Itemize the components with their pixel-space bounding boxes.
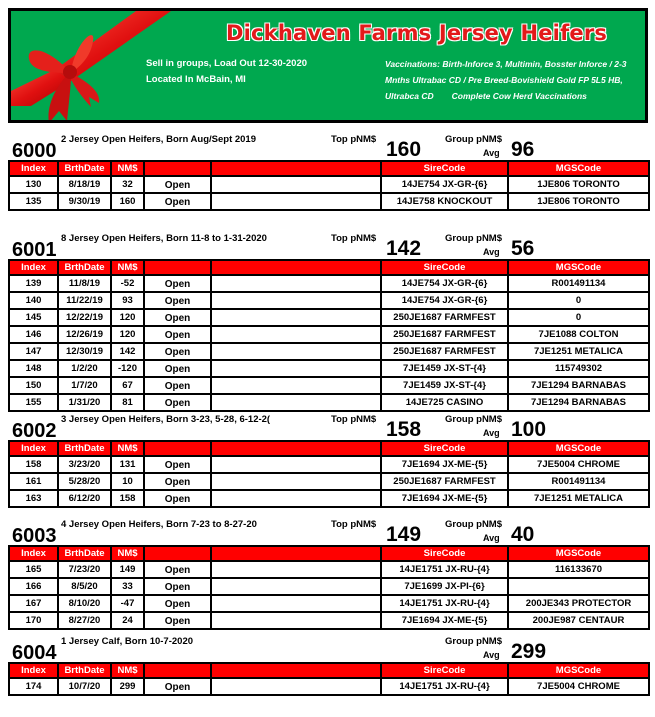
top-pnm-value: 149: [386, 523, 422, 546]
cell-sire-code: 250JE1687 FARMFEST: [382, 344, 507, 359]
cell-nm: 131: [112, 457, 143, 472]
column-header-mgs-code: MGSCode: [509, 261, 648, 274]
cell-status: Open: [145, 344, 210, 359]
cell-mgs-code: R001491134: [509, 474, 648, 489]
load-out-text: Sell in groups, Load Out 12-30-2020: [146, 58, 308, 69]
column-header-sire-code: SireCode: [382, 261, 507, 274]
vaccination-line-3: [385, 88, 647, 104]
cell-status: Open: [145, 177, 210, 192]
lot-description: 1 Jersey Calf, Born 10-7-2020: [61, 636, 194, 647]
cell-sire-code: 14JE754 JX-GR-{6}: [382, 276, 507, 291]
cell-sire-code: 14JE1751 JX-RU-{4}: [382, 679, 507, 694]
cell-status: Open: [145, 395, 210, 410]
cell-nm: 142: [112, 344, 143, 359]
lot-table: [8, 662, 650, 696]
lot-group: [8, 513, 650, 630]
cell-mgs-code: 7JE1251 METALICA: [509, 344, 648, 359]
column-header-sire-code: SireCode: [382, 162, 507, 175]
cell-status: Open: [145, 474, 210, 489]
column-header-birth-date: BrthDate: [59, 261, 110, 274]
group-avg-value: 40: [511, 523, 535, 546]
cell-mgs-code: 1JE806 TORONTO: [509, 194, 648, 209]
cell-index: 174: [10, 679, 57, 694]
cell-nm: -52: [112, 276, 143, 291]
table-header-row: [10, 162, 648, 175]
group-avg-value: 100: [511, 418, 547, 441]
cell-sire-code: 14JE758 KNOCKOUT: [382, 194, 507, 209]
vaccination-line-3a: Ultrabca CD: [385, 91, 434, 101]
cell-notes: [212, 378, 380, 393]
cell-index: 140: [10, 293, 57, 308]
column-header-nm: NM$: [112, 442, 143, 455]
lot-header: [8, 408, 650, 440]
top-pnm-value: 142: [386, 237, 422, 260]
top-pnm-value: 158: [386, 418, 422, 441]
cell-sire-code: 7JE1694 JX-ME-{5}: [382, 457, 507, 472]
cell-sire-code: 14JE725 CASINO: [382, 395, 507, 410]
cell-nm: 120: [112, 327, 143, 342]
cell-notes: [212, 596, 380, 611]
cell-nm: 24: [112, 613, 143, 628]
column-header-index: Index: [10, 664, 57, 677]
column-header-status: [145, 261, 210, 274]
cell-mgs-code: 7JE1088 COLTON: [509, 327, 648, 342]
cell-index: 150: [10, 378, 57, 393]
cell-mgs-code: R001491134: [509, 276, 648, 291]
cell-nm: 299: [112, 679, 143, 694]
vaccination-info: [385, 56, 647, 104]
cell-birth-date: 12/30/19: [59, 344, 110, 359]
banner-title: Dickhaven Farms Jersey Heifers: [226, 21, 608, 45]
vaccination-line-3b: Complete Cow Herd Vaccinations: [451, 91, 587, 101]
column-header-notes: [212, 664, 380, 677]
column-header-notes: [212, 261, 380, 274]
cell-notes: [212, 344, 380, 359]
column-header-status: [145, 664, 210, 677]
table-row: [10, 579, 648, 594]
group-avg-label: Avg: [483, 148, 500, 158]
cell-notes: [212, 457, 380, 472]
top-pnm-label: Top pNM$: [331, 233, 377, 244]
cell-mgs-code: 7JE1294 BARNABAS: [509, 395, 648, 410]
column-header-birth-date: BrthDate: [59, 162, 110, 175]
cell-status: Open: [145, 276, 210, 291]
cell-birth-date: 8/27/20: [59, 613, 110, 628]
cell-mgs-code: 7JE1294 BARNABAS: [509, 378, 648, 393]
cell-index: 135: [10, 194, 57, 209]
group-avg-value: 96: [511, 138, 535, 161]
lot-number: 6003: [12, 525, 57, 547]
cell-birth-date: 11/22/19: [59, 293, 110, 308]
cell-nm: 93: [112, 293, 143, 308]
cell-birth-date: 10/7/20: [59, 679, 110, 694]
cell-index: 161: [10, 474, 57, 489]
cell-status: Open: [145, 293, 210, 308]
cell-sire-code: 7JE1694 JX-ME-{5}: [382, 613, 507, 628]
cell-index: 170: [10, 613, 57, 628]
cell-notes: [212, 293, 380, 308]
cell-nm: 32: [112, 177, 143, 192]
column-header-nm: NM$: [112, 547, 143, 560]
column-header-status: [145, 162, 210, 175]
column-header-sire-code: SireCode: [382, 664, 507, 677]
top-pnm-label: Top pNM$: [331, 414, 377, 425]
top-pnm-value: 160: [386, 138, 422, 161]
column-header-birth-date: BrthDate: [59, 664, 110, 677]
lot-group: [8, 128, 650, 211]
cell-nm: 149: [112, 562, 143, 577]
vaccination-line-1: Vaccinations: Birth-Inforce 3, Multimin, Bosster Inforce / 2-3: [385, 59, 627, 69]
table-row: [10, 457, 648, 472]
cell-sire-code: 14JE1751 JX-RU-{4}: [382, 562, 507, 577]
cell-index: 155: [10, 395, 57, 410]
cell-birth-date: 5/28/20: [59, 474, 110, 489]
cell-status: Open: [145, 579, 210, 594]
group-avg-label: Avg: [483, 650, 500, 660]
lot-table: [8, 160, 650, 211]
cell-sire-code: 14JE754 JX-GR-{6}: [382, 293, 507, 308]
vaccination-line-2: Mnths Ultrabac CD / Pre Breed-Bovishield Gold FP 5L5 HB,: [385, 75, 623, 85]
lot-description: 2 Jersey Open Heifers, Born Aug/Sept 2019: [61, 134, 257, 145]
cell-status: Open: [145, 378, 210, 393]
cell-index: 167: [10, 596, 57, 611]
column-header-sire-code: SireCode: [382, 442, 507, 455]
table-row: [10, 613, 648, 628]
table-row: [10, 344, 648, 359]
cell-birth-date: 12/22/19: [59, 310, 110, 325]
table-row: [10, 194, 648, 209]
cell-mgs-code: 7JE5004 CHROME: [509, 679, 648, 694]
cell-status: Open: [145, 679, 210, 694]
cell-status: Open: [145, 562, 210, 577]
table-row: [10, 293, 648, 308]
lot-description: 3 Jersey Open Heifers, Born 3-23, 5-28, 6-12-2(: [61, 414, 271, 425]
table-row: [10, 491, 648, 506]
table-row: [10, 310, 648, 325]
table-header-row: [10, 261, 648, 274]
cell-sire-code: 250JE1687 FARMFEST: [382, 474, 507, 489]
table-row: [10, 361, 648, 376]
column-header-status: [145, 547, 210, 560]
cell-nm: 158: [112, 491, 143, 506]
column-header-birth-date: BrthDate: [59, 547, 110, 560]
cell-nm: 10: [112, 474, 143, 489]
cell-notes: [212, 491, 380, 506]
cell-index: 158: [10, 457, 57, 472]
cell-mgs-code: 7JE1251 METALICA: [509, 491, 648, 506]
column-header-index: Index: [10, 442, 57, 455]
cell-notes: [212, 276, 380, 291]
cell-index: 165: [10, 562, 57, 577]
group-avg-value: 56: [511, 237, 535, 260]
column-header-nm: NM$: [112, 162, 143, 175]
table-row: [10, 596, 648, 611]
cell-notes: [212, 613, 380, 628]
cell-index: 130: [10, 177, 57, 192]
header-banner: [8, 8, 648, 123]
cell-index: 148: [10, 361, 57, 376]
lot-number: 6001: [12, 239, 57, 261]
cell-birth-date: 3/23/20: [59, 457, 110, 472]
cell-birth-date: 11/8/19: [59, 276, 110, 291]
cell-mgs-code: 0: [509, 310, 648, 325]
lot-header: [8, 227, 650, 259]
lot-header: [8, 630, 650, 662]
cell-status: Open: [145, 361, 210, 376]
table-row: [10, 327, 648, 342]
cell-sire-code: 250JE1687 FARMFEST: [382, 310, 507, 325]
column-header-nm: NM$: [112, 664, 143, 677]
column-header-nm: NM$: [112, 261, 143, 274]
lot-description: 4 Jersey Open Heifers, Born 7-23 to 8-27-20: [61, 519, 257, 530]
cell-mgs-code: 115749302: [509, 361, 648, 376]
cell-notes: [212, 679, 380, 694]
lot-number: 6002: [12, 420, 57, 442]
cell-index: 146: [10, 327, 57, 342]
column-header-notes: [212, 162, 380, 175]
cell-notes: [212, 562, 380, 577]
group-pnm-label: Group pNM$: [445, 134, 502, 145]
lot-header: [8, 128, 650, 160]
lot-table: [8, 440, 650, 508]
group-avg-value: 299: [511, 640, 547, 663]
lot-group: [8, 630, 650, 696]
cell-sire-code: 250JE1687 FARMFEST: [382, 327, 507, 342]
location-text: Located In McBain, MI: [146, 74, 246, 85]
cell-mgs-code: 116133670: [509, 562, 648, 577]
column-header-sire-code: SireCode: [382, 547, 507, 560]
group-pnm-label: Group pNM$: [445, 233, 502, 244]
cell-index: 145: [10, 310, 57, 325]
cell-status: Open: [145, 491, 210, 506]
cell-birth-date: 7/23/20: [59, 562, 110, 577]
column-header-status: [145, 442, 210, 455]
top-pnm-label: Top pNM$: [331, 134, 377, 145]
group-pnm-label: Group pNM$: [445, 636, 502, 647]
cell-nm: 67: [112, 378, 143, 393]
cell-mgs-code: 1JE806 TORONTO: [509, 177, 648, 192]
group-avg-label: Avg: [483, 428, 500, 438]
table-row: [10, 474, 648, 489]
column-header-index: Index: [10, 261, 57, 274]
cell-notes: [212, 361, 380, 376]
cell-sire-code: 7JE1459 JX-ST-{4}: [382, 378, 507, 393]
cell-birth-date: 1/31/20: [59, 395, 110, 410]
column-header-index: Index: [10, 162, 57, 175]
cell-mgs-code: 7JE5004 CHROME: [509, 457, 648, 472]
column-header-birth-date: BrthDate: [59, 442, 110, 455]
group-pnm-label: Group pNM$: [445, 519, 502, 530]
cell-notes: [212, 177, 380, 192]
cell-sire-code: 14JE754 JX-GR-{6}: [382, 177, 507, 192]
cell-notes: [212, 474, 380, 489]
lot-number: 6000: [12, 140, 57, 162]
cell-sire-code: 7JE1699 JX-PI-{6}: [382, 579, 507, 594]
cell-status: Open: [145, 194, 210, 209]
cell-birth-date: 9/30/19: [59, 194, 110, 209]
top-pnm-label: Top pNM$: [331, 519, 377, 530]
table-row: [10, 378, 648, 393]
column-header-mgs-code: MGSCode: [509, 664, 648, 677]
cell-sire-code: 14JE1751 JX-RU-{4}: [382, 596, 507, 611]
lot-group: [8, 227, 650, 412]
cell-sire-code: 7JE1459 JX-ST-{4}: [382, 361, 507, 376]
column-header-index: Index: [10, 547, 57, 560]
lot-group: [8, 408, 650, 508]
cell-index: 139: [10, 276, 57, 291]
lot-number: 6004: [12, 642, 57, 664]
cell-index: 163: [10, 491, 57, 506]
cell-birth-date: 12/26/19: [59, 327, 110, 342]
cell-status: Open: [145, 613, 210, 628]
lot-table: [8, 545, 650, 630]
cell-status: Open: [145, 310, 210, 325]
column-header-mgs-code: MGSCode: [509, 162, 648, 175]
sale-info: [146, 56, 307, 88]
cell-index: 147: [10, 344, 57, 359]
cell-nm: 33: [112, 579, 143, 594]
column-header-notes: [212, 547, 380, 560]
table-row: [10, 562, 648, 577]
cell-nm: -47: [112, 596, 143, 611]
table-header-row: [10, 664, 648, 677]
cell-status: Open: [145, 327, 210, 342]
cell-notes: [212, 194, 380, 209]
table-row: [10, 177, 648, 192]
group-avg-label: Avg: [483, 533, 500, 543]
cell-birth-date: 1/7/20: [59, 378, 110, 393]
cell-birth-date: 8/18/19: [59, 177, 110, 192]
cell-nm: 120: [112, 310, 143, 325]
cell-notes: [212, 310, 380, 325]
cell-sire-code: 7JE1694 JX-ME-{5}: [382, 491, 507, 506]
group-pnm-label: Group pNM$: [445, 414, 502, 425]
cell-nm: -120: [112, 361, 143, 376]
column-header-mgs-code: MGSCode: [509, 547, 648, 560]
cell-index: 166: [10, 579, 57, 594]
cell-notes: [212, 327, 380, 342]
cell-birth-date: 1/2/20: [59, 361, 110, 376]
cell-notes: [212, 579, 380, 594]
table-row: [10, 679, 648, 694]
column-header-notes: [212, 442, 380, 455]
cell-mgs-code: 200JE987 CENTAUR: [509, 613, 648, 628]
lot-header: [8, 513, 650, 545]
cell-mgs-code: 0: [509, 293, 648, 308]
cell-birth-date: 8/10/20: [59, 596, 110, 611]
cell-status: Open: [145, 457, 210, 472]
cell-nm: 81: [112, 395, 143, 410]
cell-birth-date: 6/12/20: [59, 491, 110, 506]
table-header-row: [10, 547, 648, 560]
lot-table: [8, 259, 650, 412]
table-row: [10, 276, 648, 291]
group-avg-label: Avg: [483, 247, 500, 257]
lot-description: 8 Jersey Open Heifers, Born 11-8 to 1-31-2020: [61, 233, 267, 244]
column-header-mgs-code: MGSCode: [509, 442, 648, 455]
cell-status: Open: [145, 596, 210, 611]
cell-nm: 160: [112, 194, 143, 209]
table-header-row: [10, 442, 648, 455]
cell-mgs-code: 200JE343 PROTECTOR: [509, 596, 648, 611]
cell-birth-date: 8/5/20: [59, 579, 110, 594]
cell-mgs-code: [509, 579, 648, 594]
